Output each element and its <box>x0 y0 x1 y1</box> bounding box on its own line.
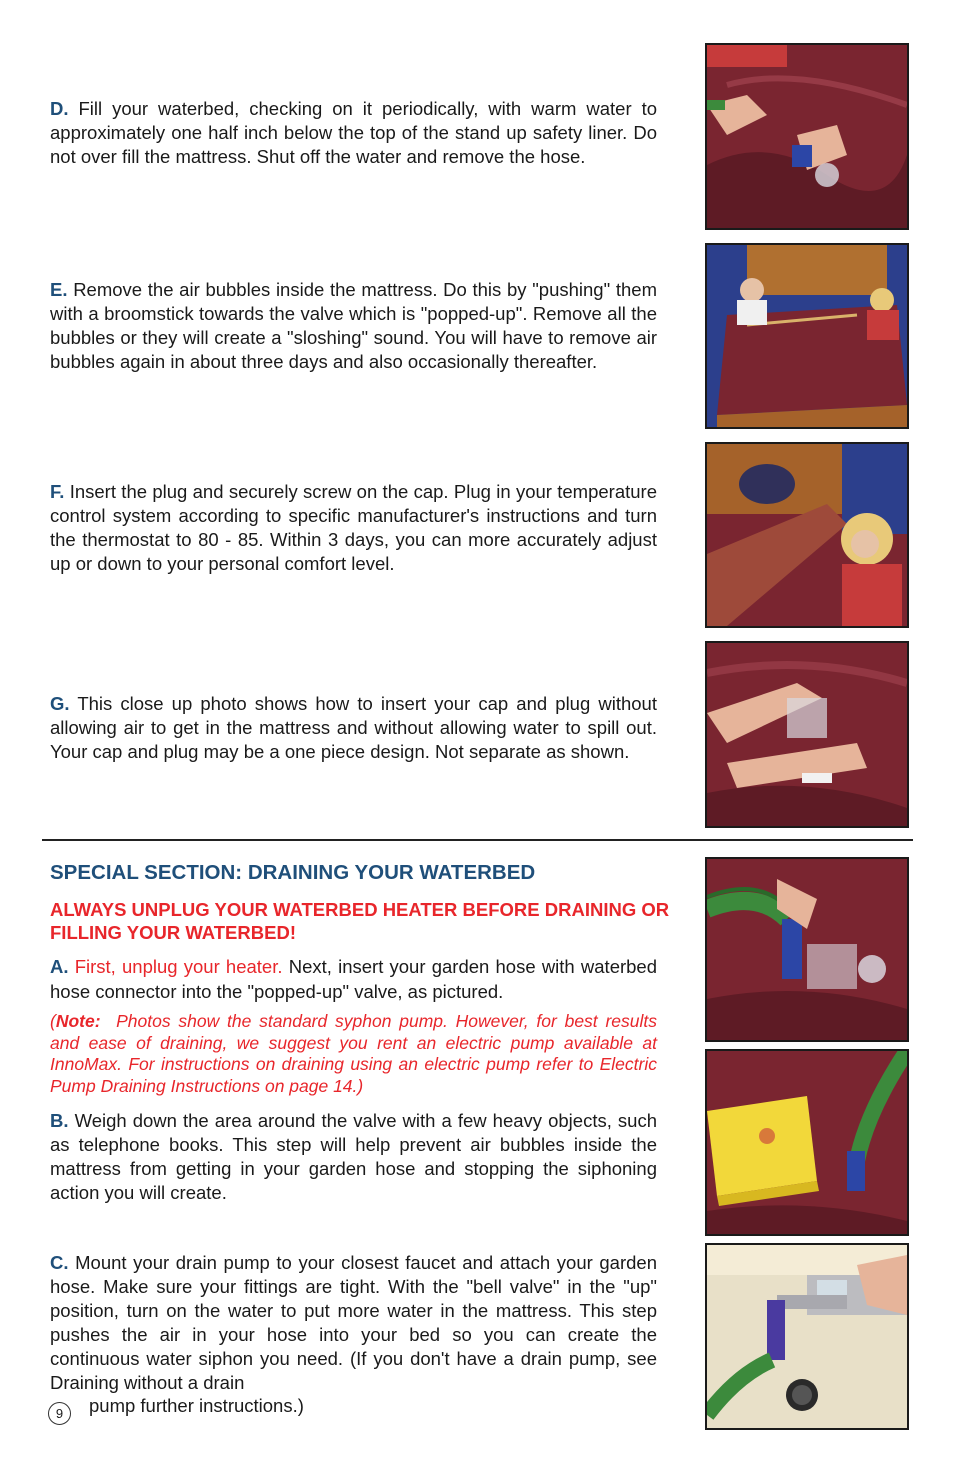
step-highlight: First, unplug your heater. <box>74 956 283 977</box>
step-text: This close up photo shows how to insert your cap and plug without allowing air to get in the mattress and without allowing water to spill out. Your cap and plug may be a one piece design. Not separate as shown. <box>50 693 657 762</box>
step-letter: E. <box>50 279 68 300</box>
drain-step-a <box>50 954 657 1004</box>
step-letter: G. <box>50 693 70 714</box>
page-number: 9 <box>48 1402 71 1425</box>
note-open: ( <box>50 1011 56 1031</box>
photo-removing-bubbles <box>705 243 909 429</box>
photo-filling-mattress <box>705 43 909 230</box>
step-letter: B. <box>50 1110 69 1131</box>
step-text: Weigh down the area around the valve with a few heavy objects, such as telephone books. This step will help prevent air bubbles inside the mattress from getting in your garden hose and stopping the siphoning action you will create. <box>50 1110 657 1203</box>
step-d <box>50 97 657 169</box>
step-letter: F. <box>50 481 65 502</box>
note-text: Photos show the standard syphon pump. However, for best results and ease of draining, we suggest you rent an electric pump available at InnoMax. For instructions on draining using an electric pump refer to Electric Pump Draining Instructions on page 14.) <box>50 1011 657 1096</box>
step-text: Remove the air bubbles inside the mattress. Do this by "pushing" them with a broomstick towards the valve which is "popped-up". Remove all the bubbles or they will create a "sloshing" sound. You will have to remove air bubbles again in about three days and also occasionally thereafter. <box>50 279 657 372</box>
photo-cap-and-plug <box>705 641 909 828</box>
drain-step-c <box>50 1251 657 1395</box>
step-f <box>50 480 657 576</box>
step-e <box>50 278 657 374</box>
drain-step-b <box>50 1109 657 1205</box>
step-letter: D. <box>50 98 69 119</box>
photo-thermostat <box>705 442 909 628</box>
photo-phone-books <box>705 1049 909 1236</box>
heater-warning: ALWAYS UNPLUG YOUR WATERBED HEATER BEFORE DRAINING OR FILLING YOUR WATERBED! <box>50 899 670 943</box>
section-divider <box>42 839 913 841</box>
photo-faucet-pump <box>705 1243 909 1430</box>
section-heading: SPECIAL SECTION: DRAINING YOUR WATERBED <box>50 861 536 884</box>
drain-step-c-last-line: pump further instructions.) <box>89 1395 304 1416</box>
step-letter: A. <box>50 956 69 977</box>
note-label: Note: <box>55 1011 101 1031</box>
photo-hose-in-valve <box>705 857 909 1042</box>
step-text: Mount your drain pump to your closest faucet and attach your garden hose. Make sure your fittings are tight. With the "bell valve" in the "up" position, turn on the water to put more water in the mattress. This step pushes the air in your hose into your bed so you can create the continuous water siphon you need. (If you don't have a drain pump, see Draining without a drain <box>50 1252 658 1393</box>
step-text: Fill your waterbed, checking on it periodically, with warm water to approximately one half inch below the top of the stand up safety liner. Do not over fill the mattress. Shut off the water and remove the hose. <box>50 98 657 167</box>
step-text: Insert the plug and securely screw on the cap. Plug in your temperature control system according to specific manufacturer's instructions and turn the thermostat to 80 - 85. Within 3 days, you can more accurately adjust up or down to your personal comfort level. <box>50 481 657 574</box>
step-text: Next, insert your garden hose with waterbed hose connector into the "popped-up" valve, as pictured. <box>50 956 658 1002</box>
syphon-note <box>50 1011 657 1097</box>
step-letter: C. <box>50 1252 69 1273</box>
step-g <box>50 692 657 764</box>
